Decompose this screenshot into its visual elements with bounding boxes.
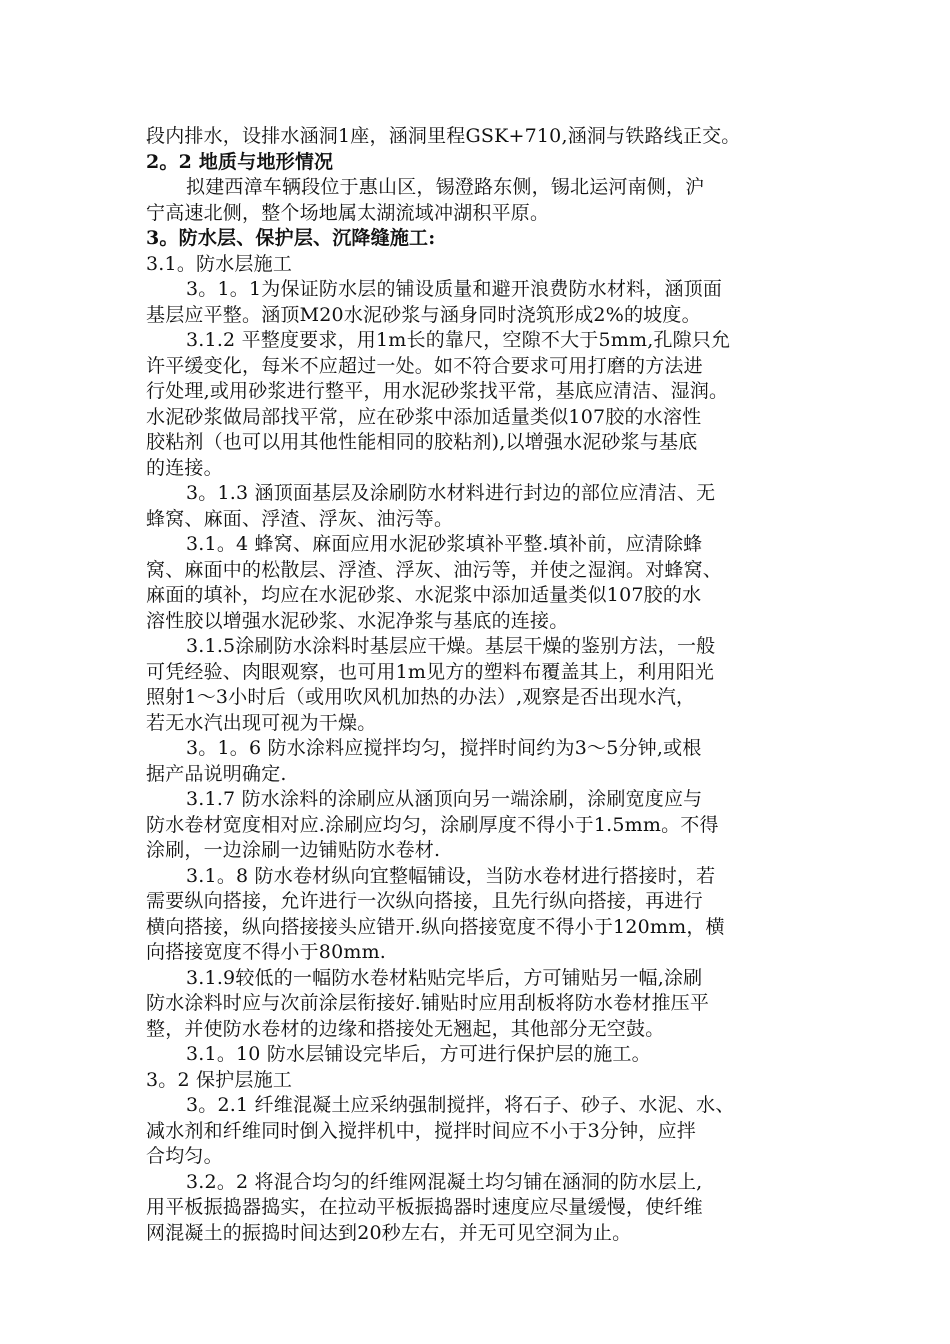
paragraph-line: 窝、麻面中的松散层、浮渣、浮灰、油污等，并使之湿润。对蜂窝、 <box>146 558 723 581</box>
paragraph-line: 段内排水，设排水涵洞1座，涵洞里程GSK+710,涵洞与铁路线正交。 <box>146 125 741 147</box>
paragraph-line: 减水剂和纤维同时倒入搅拌机中，搅拌时间应不小于3分钟，应拌 <box>146 1119 696 1142</box>
paragraph-line: 溶性胶以增强水泥砂浆、水泥净浆与基底的连接。 <box>146 609 569 632</box>
paragraph-line: 麻面的填补，均应在水泥砂浆、水泥浆中添加适量类似107胶的水 <box>146 584 702 606</box>
section-heading: 2。2 地质与地形情况 <box>146 150 334 173</box>
paragraph-line: 宁高速北侧，整个场地属太湖流域冲湖积平原。 <box>146 201 550 224</box>
paragraph-line: 水泥砂浆做局部找平常，应在砂浆中添加适量类似107胶的水溶性 <box>146 405 702 428</box>
paragraph-line: 网混凝土的振捣时间达到20秒左右，并无可见空洞为止。 <box>146 1221 632 1244</box>
paragraph-line: 3。1。6 防水涂料应搅拌均匀，搅拌时间约为3～5分钟,或根 <box>186 737 702 759</box>
paragraph-line: 3.1.5涂刷防水涂料时基层应干燥。基层干燥的鉴别方法，一般 <box>186 635 716 657</box>
paragraph-line: 防水涂料时应与次前涂层衔接好.铺贴时应用刮板将防水卷材推压平 <box>146 992 710 1014</box>
paragraph-line: 行处理,或用砂浆进行整平，用水泥砂浆找平常，基底应清洁、湿润。 <box>146 380 729 402</box>
paragraph-line: 3.1.2 平整度要求，用1m长的靠尺，空隙不大于5mm,孔隙只允 <box>186 329 731 351</box>
paragraph-line: 横向搭接，纵向搭接接头应错开.纵向搭接宽度不得小于120mm，横 <box>146 915 725 938</box>
paragraph-line: 3.1。8 防水卷材纵向宜整幅铺设，当防水卷材进行搭接时，若 <box>186 864 716 887</box>
paragraph-line: 3。1。1为保证防水层的铺设质量和避开浪费防水材料，涵顶面 <box>186 278 723 300</box>
paragraph-line: 3.1。10 防水层铺设完毕后，方可进行保护层的施工。 <box>186 1043 651 1065</box>
paragraph-line: 据产品说明确定. <box>146 762 287 785</box>
chapter-heading: 3。防水层、保护层、沉降缝施工: <box>146 227 436 249</box>
paragraph-line: 照射1～3小时后（或用吹风机加热的办法）,观察是否出现水汽， <box>146 686 696 708</box>
paragraph-line: 拟建西漳车辆段位于惠山区，锡澄路东侧，锡北运河南侧，沪 <box>186 176 705 198</box>
paragraph-line: 蜂窝、麻面、浮渣、浮灰、油污等。 <box>146 507 454 530</box>
paragraph-line: 3.2。2 将混合均匀的纤维网混凝土均匀铺在涵洞的防水层上, <box>186 1170 703 1193</box>
paragraph-line: 胶粘剂（也可以用其他性能相同的胶粘剂),以增强水泥砂浆与基底 <box>146 431 698 453</box>
paragraph-line: 需要纵向搭接，允许进行一次纵向搭接，且先行纵向搭接，再进行 <box>146 890 703 912</box>
paragraph-line: 向搭接宽度不得小于80mm. <box>146 941 387 963</box>
paragraph-line: 3.1.9较低的一幅防水卷材粘贴完毕后，方可铺贴另一幅,涂刷 <box>186 966 703 989</box>
paragraph-line: 防水卷材宽度相对应.涂刷应均匀，涂刷厚度不得小于1.5mm。不得 <box>146 813 719 836</box>
paragraph-line: 整，并使防水卷材的边缘和搭接处无翘起，其他部分无空鼓。 <box>146 1017 665 1040</box>
paragraph-line: 3。2.1 纤维混凝土应采纳强制搅拌，将石子、砂子、水泥、水、 <box>186 1094 735 1116</box>
subsection-heading: 3。2 保护层施工 <box>146 1068 293 1091</box>
paragraph-line: 合均匀。 <box>146 1145 223 1167</box>
subsection-heading: 3.1。防水层施工 <box>146 252 293 275</box>
paragraph-line: 的连接。 <box>146 456 223 479</box>
paragraph-line: 3.1.7 防水涂料的涂刷应从涵顶向另一端涂刷，涂刷宽度应与 <box>186 788 703 810</box>
paragraph-line: 用平板振捣器捣实，在拉动平板振捣器时速度应尽量缓慢，使纤维 <box>146 1196 703 1218</box>
paragraph-line: 3.1。4 蜂窝、麻面应用水泥砂浆填补平整.填补前，应清除蜂 <box>186 533 703 555</box>
paragraph-line: 涂刷，一边涂刷一边铺贴防水卷材. <box>146 839 441 861</box>
paragraph-line: 基层应平整。涵顶M20水泥砂浆与涵身同时浇筑形成2%的坡度。 <box>146 303 701 326</box>
document-body <box>146 124 826 1246</box>
paragraph-line: 可凭经验、肉眼观察，也可用1m见方的塑料布覆盖其上，利用阳光 <box>146 660 715 683</box>
paragraph-line: 若无水汽出现可视为干燥。 <box>146 711 377 734</box>
paragraph-line: 许平缓变化，每米不应超过一处。如不符合要求可用打磨的方法进 <box>146 354 703 377</box>
paragraph-line: 3。1.3 涵顶面基层及涂刷防水材料进行封边的部位应清洁、无 <box>186 482 716 504</box>
